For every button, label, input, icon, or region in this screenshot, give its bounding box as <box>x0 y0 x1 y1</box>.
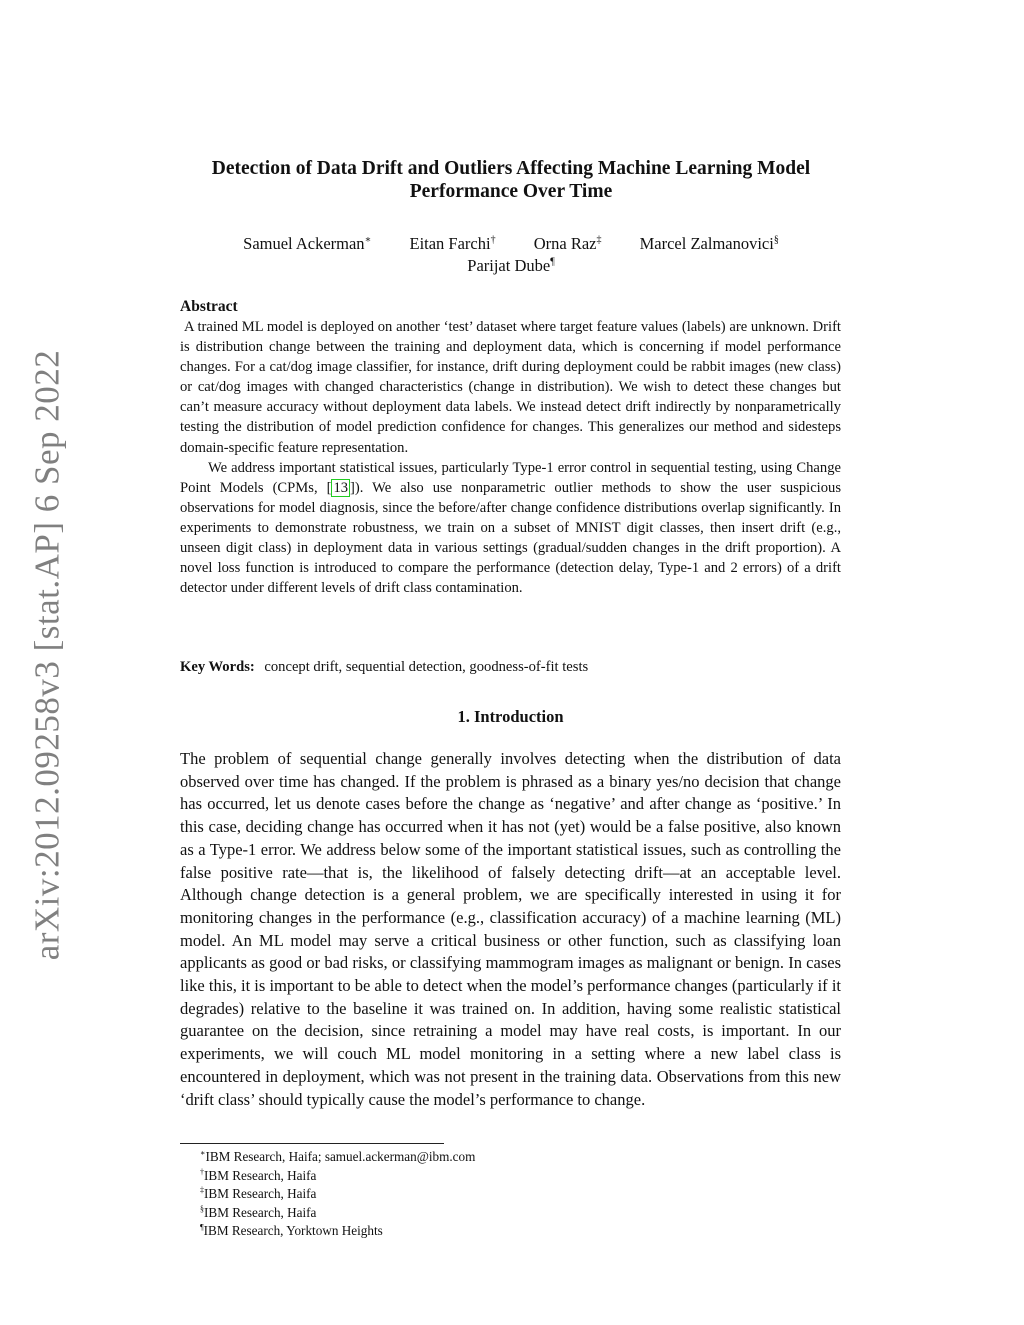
keywords-line <box>180 657 588 677</box>
abstract-section <box>180 297 841 598</box>
section-heading: 1. Introduction <box>457 707 564 726</box>
footnote: ∗IBM Research, Haifa; samuel.ackerman@ibm.com <box>200 1148 476 1164</box>
keywords-text: concept drift, sequential detection, goodness-of-fit tests <box>264 659 589 675</box>
abstract-heading: Abstract <box>180 298 238 315</box>
footnotes <box>200 1148 475 1241</box>
introduction-paragraph: The problem of sequential change generally involves detecting when the distribution of data observed over time has changed. If the problem is phrased as a binary yes/no decision that change has occurred, let us denote cases before the change as ‘negative’ and after change as ‘positive.’ In this case, deciding change has occurred when it has not (yet) would be a false positive, also known as a Type-1 error. We address below some of the important statistical issues, such as controlling the false positive rate—that is, the likelihood of falsely detecting drift—at an acceptable level. Although change detection is a general problem, we are specifically interested in using it for monitoring changes in the performance (e.g., classification accuracy) of a machine learning (ML) model. An ML model may serve a critical business or other function, such as classifying loan applicants as good or bad risks, or classifying mammogram images as malignant or benign. In cases like this, it is important to be able to detect when the model’s performance changes (particularly if it degrades) relative to the baseline it was trained on. In addition, having some realistic statistical guarantee on the decision, since retraining a model may have real costs, is important. In our experiments, we will couch ML model monitoring in a setting where a new label class is encountered in deployment, which was not present in the training data. Observations from this new ‘drift class’ should typically cause the model’s performance to change. <box>180 749 841 1109</box>
arxiv-identifier-text: arXiv:2012.09258v3 [stat.AP] 6 Sep 2022 <box>27 349 67 961</box>
citation-link[interactable]: 13 <box>333 479 349 496</box>
keywords-label: Key Words: <box>180 659 255 675</box>
footnote-divider <box>180 1143 444 1144</box>
paper-title <box>180 157 842 203</box>
footnote: †IBM Research, Haifa <box>200 1167 317 1183</box>
paper-title-line-1: Detection of Data Drift and Outliers Affecting Machine Learning Model <box>211 158 811 179</box>
author: Samuel Ackerman∗ <box>243 234 372 253</box>
abstract-paragraph-1: A trained ML model is deployed on another ‘test’ dataset where target feature values (labels) are unknown. Drift is distribution change between the training and deployment data, which is concerning if model performance changes. For a cat/dog image classifier, for instance, drift during deployment could be rabbit images (new class) or cat/dog images with changed characteristics (change in distribution). We wish to detect these changes but can’t measure accuracy without deployment data labels. We instead detect drift indirectly by nonparametrically testing the distribution of model prediction confidence for changes. This generalizes our method and sidesteps domain-specific feature representation. <box>180 319 841 456</box>
author: Marcel Zalmanovici§ <box>639 234 779 253</box>
author: Eitan Farchi† <box>409 234 496 253</box>
footnote: §IBM Research, Haifa <box>200 1204 317 1220</box>
footnote: ‡IBM Research, Haifa <box>200 1185 317 1202</box>
author: Orna Raz‡ <box>533 234 602 253</box>
author-list <box>180 233 842 277</box>
abstract-paragraph-2: We address important statistical issues, particularly Type-1 error control in sequential testing, using Change Point Models (CPMs, [ 13 ]). We also use nonparametric outlier methods to show the user suspicious observations for model diagnosis, since the before/after change confidence distributions overlap significantly. In experiments to demonstrate robustness, we train on a subset of MNIST digit classes, then insert drift (e.g., unseen digit class) in deployment data in various settings (gradual/sudden changes in the drift proportion). A novel loss function is introduced to compare the performance (detection delay, Type-1 and 2 errors) of a drift detector under different levels of drift class contamination. <box>180 459 842 597</box>
paper-title-line-2: Performance Over Time <box>409 181 613 202</box>
arxiv-identifier <box>12 349 82 961</box>
footnote: ¶IBM Research, Yorktown Heights <box>200 1222 383 1239</box>
author: Parijat Dube¶ <box>467 256 555 275</box>
